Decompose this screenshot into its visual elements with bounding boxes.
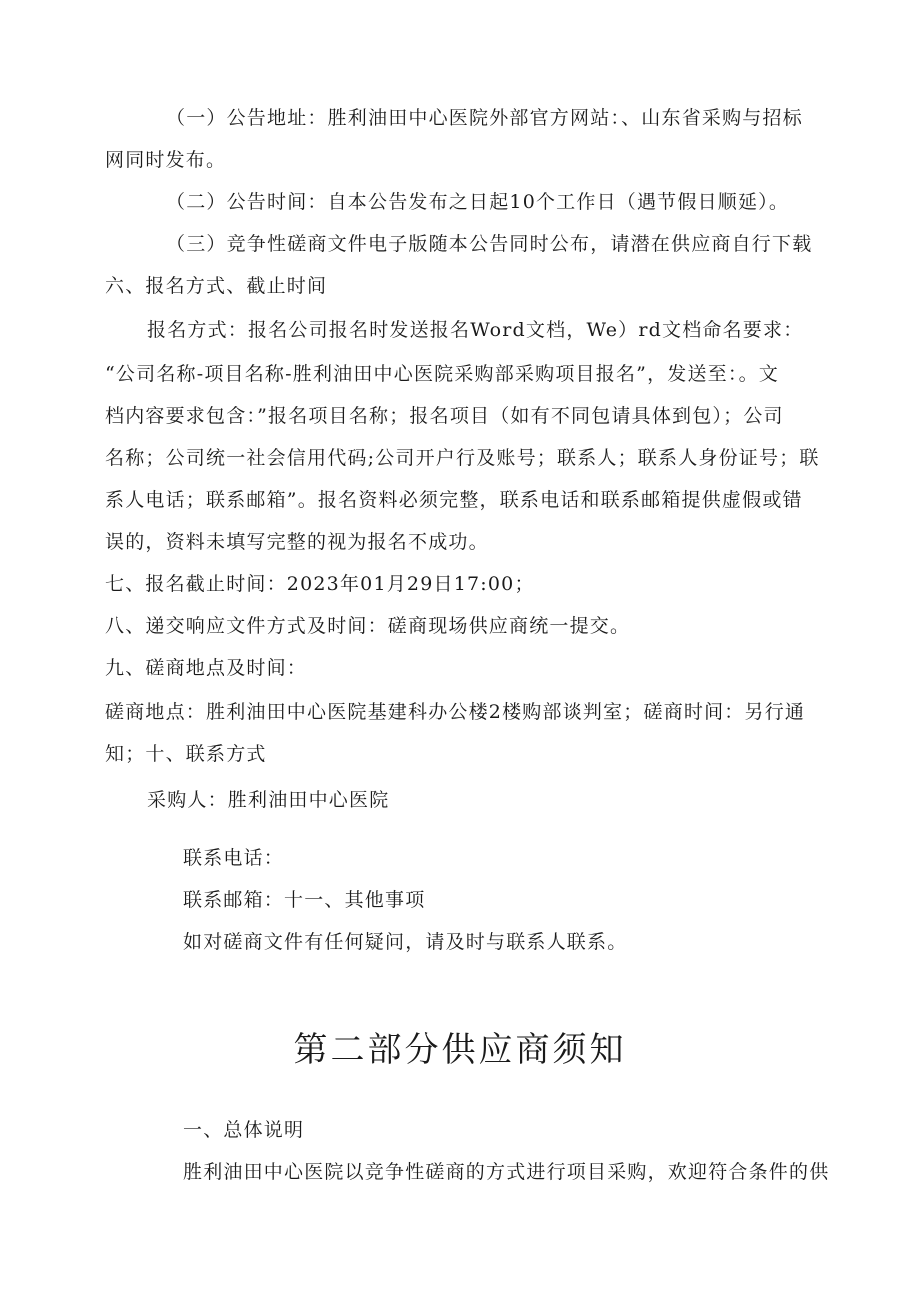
purchaser-line: 采购人：胜利油田中心医院 (147, 789, 390, 811)
registration-method-line-3: 档内容要求包含：”报名项目名称；报名项目（如有不同包请具体到包）；公司 (105, 405, 784, 427)
section-title: 第二部分供应商须知 (293, 1030, 627, 1070)
contact-email-line: 联系邮箱：十一、其他事项 (183, 889, 426, 911)
inquiry-line: 如对磋商文件有任何疑问，请及时与联系人联系。 (183, 931, 628, 953)
registration-method-line-1: 报名方式：报名公司报名时发送报名Word文档，We）rd文档命名要求： (147, 319, 804, 341)
notice-address-line-1: （一）公告地址：胜利油田中心医院外部官方网站：、山东省采购与招标 (166, 107, 803, 129)
consultation-location-line-2: 知；十、联系方式 (105, 743, 267, 765)
registration-method-line-2: “公司名称-项目名称-胜利油田中心医院采购部采购项目报名”，发送至：。文 (105, 363, 779, 385)
notice-address-line-2: 网同时发布。 (105, 149, 227, 171)
section-nine-heading: 九、磋商地点及时间： (105, 657, 308, 679)
electronic-file-line: （三）竞争性磋商文件电子版随本公告同时公布，请潜在供应商自行下载 (166, 233, 813, 255)
section-six-heading: 六、报名方式、截止时间 (105, 275, 328, 297)
contact-phone-line: 联系电话： (183, 847, 285, 869)
section-seven-deadline: 七、报名截止时间：2023年01月29日17:00； (105, 573, 535, 595)
registration-method-line-5: 系人电话；联系邮箱”。报名资料必须完整，联系电话和联系邮箱提供虚假或错 (105, 489, 803, 511)
general-description-text: 胜利油田中心医院以竞争性磋商的方式进行项目采购，欢迎符合条件的供 (183, 1161, 830, 1183)
consultation-location-line-1: 磋商地点：胜利油田中心医院基建科办公楼2楼购部谈判室；磋商时间：另行通 (105, 701, 806, 723)
notice-time-line: （二）公告时间：自本公告发布之日起10个工作日（遇节假日顺延）。 (166, 191, 790, 213)
general-description-heading: 一、总体说明 (183, 1119, 305, 1141)
registration-method-line-4: 名称；公司统一社会信用代码;公司开户行及账号；联系人；联系人身份证号；联 (105, 447, 820, 469)
section-eight-submission: 八、递交响应文件方式及时间：磋商现场供应商统一提交。 (105, 615, 631, 637)
registration-method-line-6: 误的，资料未填写完整的视为报名不成功。 (105, 531, 489, 553)
